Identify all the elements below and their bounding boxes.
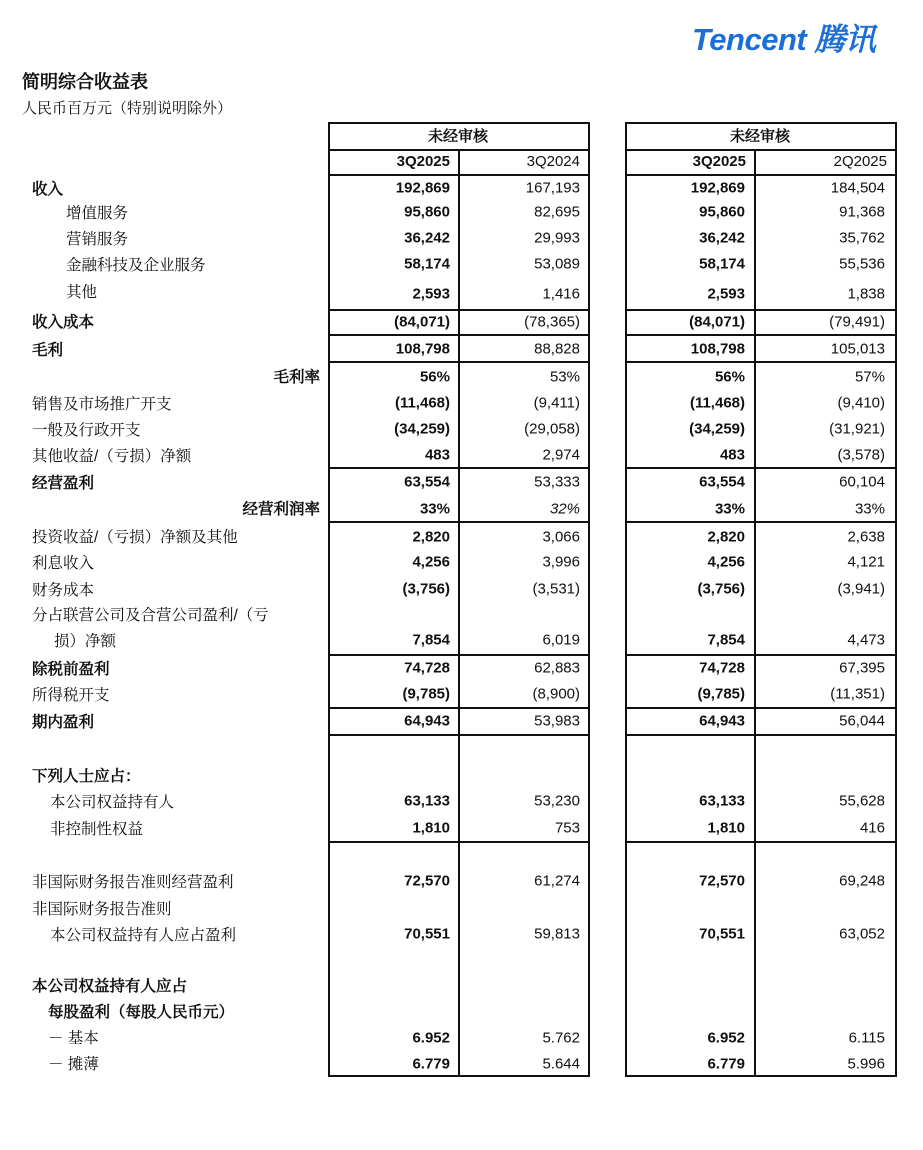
row-value: (11,468): [394, 394, 450, 412]
row-value: 69,248: [839, 872, 885, 890]
row-value: 59,813: [534, 925, 580, 943]
row-label: － 摊薄: [48, 1056, 99, 1073]
row-value: 3,066: [542, 528, 580, 546]
period-header: 2Q2025: [833, 153, 887, 170]
tencent-logo: Tencent 腾讯: [692, 22, 876, 57]
row-value: 53%: [549, 368, 580, 386]
row-value: 184,504: [830, 179, 885, 197]
row-value: 6.952: [707, 1029, 745, 1047]
row-value: 6.779: [412, 1055, 450, 1073]
row-value: 29,993: [534, 229, 580, 247]
row-label: 销售及市场推广开支: [32, 396, 172, 413]
row-label: 利息收入: [32, 555, 95, 572]
row-value: 70,551: [699, 925, 745, 943]
row-value: 1,810: [412, 819, 450, 837]
row-value: 4,256: [707, 553, 745, 571]
row-label: 经营利润率: [242, 501, 320, 518]
row-value: 192,869: [690, 179, 745, 197]
row-value: 32%: [549, 500, 580, 518]
row-value: (31,921): [829, 420, 885, 438]
row-value: (3,756): [697, 580, 745, 598]
row-value: 108,798: [395, 340, 450, 358]
row-label: 毛利: [32, 342, 64, 359]
row-value: 753: [554, 819, 580, 837]
row-value: 74,728: [404, 659, 450, 677]
row-value: 63,554: [699, 473, 745, 491]
row-label: 经营盈利: [32, 475, 95, 492]
table-border: [625, 707, 897, 709]
row-label: 收入: [32, 181, 64, 198]
period-header: 3Q2025: [396, 153, 450, 170]
row-label: 本公司权益持有人应占盈利: [50, 927, 237, 944]
row-value: (9,785): [697, 685, 745, 703]
table-border: [625, 174, 897, 176]
row-value: 63,052: [839, 925, 885, 943]
row-value: 192,869: [395, 179, 450, 197]
row-label: 其他: [66, 284, 98, 301]
row-value: 2,820: [707, 528, 745, 546]
row-value: 2,638: [847, 528, 885, 546]
row-value: 70,551: [404, 925, 450, 943]
row-label: － 基本: [48, 1030, 99, 1047]
row-value: (34,259): [689, 420, 745, 438]
row-value: (29,058): [524, 420, 580, 438]
row-label-continued: 损）净额: [54, 633, 117, 650]
row-value: 7,854: [707, 631, 745, 649]
row-value: 4,256: [412, 553, 450, 571]
row-value: 57%: [854, 368, 885, 386]
row-value: (9,410): [837, 394, 885, 412]
table-border: [328, 122, 590, 124]
row-value: 2,820: [412, 528, 450, 546]
row-value: 56%: [714, 368, 745, 386]
table-border: [625, 361, 897, 363]
row-value: 64,943: [699, 712, 745, 730]
row-value: 53,230: [534, 792, 580, 810]
row-value: (11,468): [689, 394, 745, 412]
row-value: (9,411): [533, 394, 580, 412]
row-label: 财务成本: [32, 582, 95, 599]
row-value: 55,628: [839, 792, 885, 810]
row-label: 其他收益/（亏损）净额: [32, 448, 192, 465]
row-value: 6,019: [542, 631, 580, 649]
row-label: 期内盈利: [32, 714, 95, 731]
table-border: [625, 521, 897, 523]
row-value: (3,941): [837, 580, 885, 598]
statement-title: 简明综合收益表: [22, 72, 148, 92]
row-value: (11,351): [830, 685, 885, 703]
table-border: [625, 467, 897, 469]
row-value: 4,473: [847, 631, 885, 649]
period-header: 3Q2024: [526, 153, 580, 170]
row-value: (3,756): [402, 580, 450, 598]
row-value: 63,133: [699, 792, 745, 810]
row-label: 所得税开支: [32, 687, 110, 704]
row-value: 53,333: [534, 473, 580, 491]
row-value: 74,728: [699, 659, 745, 677]
row-label: 非国际财务报告准则: [32, 901, 172, 918]
row-value: 60,104: [839, 473, 885, 491]
row-value: 63,554: [404, 473, 450, 491]
row-value: 72,570: [699, 872, 745, 890]
row-value: (8,900): [532, 685, 580, 703]
row-value: 2,593: [707, 285, 745, 303]
row-value: 5.762: [542, 1029, 580, 1047]
row-value: 5.644: [542, 1055, 580, 1073]
row-value: 1,838: [847, 285, 885, 303]
table-border: [625, 122, 897, 124]
row-label: 非控制性权益: [50, 821, 144, 838]
table-border: [588, 123, 590, 1077]
audit-status-header: 未经审核: [427, 128, 488, 145]
row-value: 36,242: [699, 229, 745, 247]
row-value: 58,174: [699, 255, 745, 273]
row-label: 每股盈利（每股人民币元）: [48, 1004, 235, 1021]
audit-status-header: 未经审核: [729, 128, 790, 145]
row-value: 35,762: [839, 229, 885, 247]
row-value: (3,531): [532, 580, 580, 598]
row-label: 毛利率: [273, 369, 320, 386]
row-value: 33%: [854, 500, 885, 518]
row-label: 本公司权益持有人: [50, 794, 175, 811]
row-value: 58,174: [404, 255, 450, 273]
period-header: 3Q2025: [692, 153, 746, 170]
row-label: 下列人士应占：: [32, 768, 141, 785]
row-value: (34,259): [394, 420, 450, 438]
row-label: 本公司权益持有人应占: [32, 978, 188, 995]
table-border: [625, 149, 897, 151]
row-value: 108,798: [690, 340, 745, 358]
row-value: (84,071): [394, 313, 450, 331]
row-label: 收入成本: [32, 314, 95, 331]
row-value: 64,943: [404, 712, 450, 730]
row-value: 105,013: [830, 340, 885, 358]
row-value: 56%: [419, 368, 450, 386]
row-value: 7,854: [412, 631, 450, 649]
row-label: 投资收益/（亏损）净额及其他: [32, 529, 238, 546]
table-border: [625, 309, 897, 311]
row-label: 非国际财务报告准则经营盈利: [32, 874, 234, 891]
row-label: 营销服务: [66, 231, 129, 248]
row-value: 6.779: [707, 1055, 745, 1073]
table-border: [625, 654, 897, 656]
row-value: 483: [424, 446, 450, 464]
row-value: 6.115: [848, 1029, 885, 1047]
row-value: 2,593: [412, 285, 450, 303]
row-value: (3,578): [837, 446, 885, 464]
row-value: 53,983: [534, 712, 580, 730]
row-value: 62,883: [534, 659, 580, 677]
table-border: [754, 150, 756, 1077]
table-border: [895, 123, 897, 1077]
row-value: 91,368: [839, 203, 885, 221]
row-value: 72,570: [404, 872, 450, 890]
row-value: 82,695: [534, 203, 580, 221]
row-label: 增值服务: [66, 205, 129, 222]
row-value: 63,133: [404, 792, 450, 810]
row-value: 88,828: [534, 340, 580, 358]
row-value: (79,491): [829, 313, 885, 331]
table-border: [625, 841, 897, 843]
row-label: 分占联营公司及合营公司盈利/（亏: [32, 607, 269, 624]
row-value: 416: [859, 819, 885, 837]
row-value: (78,365): [524, 313, 580, 331]
row-value: 95,860: [699, 203, 745, 221]
row-value: 56,044: [839, 712, 885, 730]
row-value: 67,395: [839, 659, 885, 677]
row-value: 2,974: [542, 446, 580, 464]
row-value: 4,121: [847, 553, 885, 571]
row-value: 1,416: [542, 285, 580, 303]
row-value: 61,274: [534, 872, 580, 890]
currency-note: 人民币百万元（特别说明除外）: [22, 100, 233, 117]
row-value: 55,536: [839, 255, 885, 273]
row-value: 33%: [419, 500, 450, 518]
row-value: 167,193: [525, 179, 580, 197]
row-value: (84,071): [689, 313, 745, 331]
row-value: (9,785): [402, 685, 450, 703]
row-label: 金融科技及企业服务: [66, 257, 206, 274]
row-value: 53,089: [534, 255, 580, 273]
row-label: 除税前盈利: [32, 661, 110, 678]
row-value: 3,996: [542, 553, 580, 571]
table-border: [625, 1075, 897, 1077]
row-value: 95,860: [404, 203, 450, 221]
row-value: 6.952: [412, 1029, 450, 1047]
table-border: [625, 334, 897, 336]
row-value: 483: [719, 446, 745, 464]
table-border: [625, 734, 897, 736]
row-label: 一般及行政开支: [32, 422, 141, 439]
row-value: 5.996: [847, 1055, 885, 1073]
row-value: 1,810: [707, 819, 745, 837]
row-value: 33%: [714, 500, 745, 518]
row-value: 36,242: [404, 229, 450, 247]
